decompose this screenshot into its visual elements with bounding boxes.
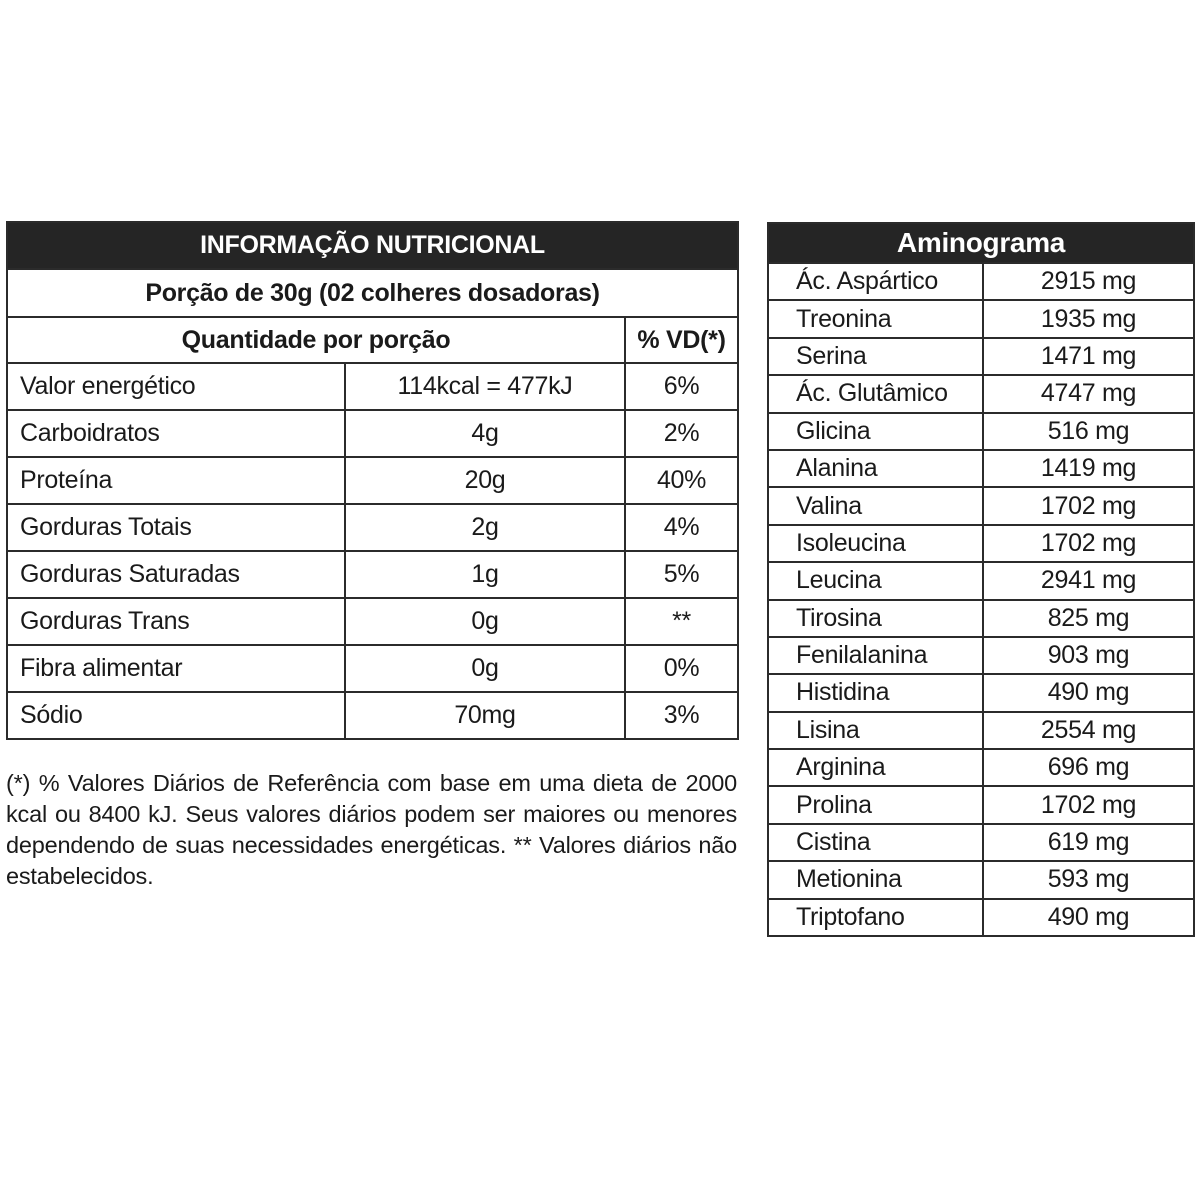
amino-acid-row xyxy=(768,749,1194,786)
amino-acid-name: Leucina xyxy=(768,562,983,599)
amino-acid-name: Cistina xyxy=(768,824,983,861)
amino-acid-row xyxy=(768,861,1194,898)
nutrient-row xyxy=(7,692,738,739)
amino-acid-row xyxy=(768,899,1194,936)
amino-acid-name: Prolina xyxy=(768,786,983,823)
nutrient-daily-value: ** xyxy=(625,598,738,645)
nutrient-daily-value: 6% xyxy=(625,363,738,410)
nutrient-row xyxy=(7,457,738,504)
amino-acid-row xyxy=(768,712,1194,749)
daily-value-header: % VD(*) xyxy=(625,317,738,363)
nutrient-amount: 0g xyxy=(345,598,625,645)
nutrient-name: Carboidratos xyxy=(7,410,345,457)
aminogram-table xyxy=(767,222,1195,937)
amino-acid-row xyxy=(768,786,1194,823)
amino-acid-value: 2554 mg xyxy=(983,712,1194,749)
amino-acid-name: Treonina xyxy=(768,300,983,337)
amino-acid-row xyxy=(768,413,1194,450)
nutrient-row xyxy=(7,645,738,692)
amino-acid-row xyxy=(768,637,1194,674)
nutrient-daily-value: 4% xyxy=(625,504,738,551)
amino-acid-row xyxy=(768,300,1194,337)
nutrient-row xyxy=(7,504,738,551)
nutrient-name: Proteína xyxy=(7,457,345,504)
nutrient-name: Gorduras Saturadas xyxy=(7,551,345,598)
nutrient-amount: 20g xyxy=(345,457,625,504)
nutrient-amount: 2g xyxy=(345,504,625,551)
nutrient-amount: 4g xyxy=(345,410,625,457)
amino-acid-row xyxy=(768,263,1194,300)
amino-acid-value: 1935 mg xyxy=(983,300,1194,337)
amino-acid-row xyxy=(768,600,1194,637)
amino-acid-value: 1702 mg xyxy=(983,487,1194,524)
amino-acid-value: 2941 mg xyxy=(983,562,1194,599)
amino-acid-row xyxy=(768,450,1194,487)
amino-acid-name: Triptofano xyxy=(768,899,983,936)
nutrient-amount: 0g xyxy=(345,645,625,692)
nutrient-name: Gorduras Trans xyxy=(7,598,345,645)
nutrient-name: Sódio xyxy=(7,692,345,739)
amino-acid-row xyxy=(768,562,1194,599)
amino-acid-name: Glicina xyxy=(768,413,983,450)
nutrient-amount: 70mg xyxy=(345,692,625,739)
nutrient-daily-value: 40% xyxy=(625,457,738,504)
amino-acid-value: 4747 mg xyxy=(983,375,1194,412)
amino-acid-name: Metionina xyxy=(768,861,983,898)
nutrient-name: Gorduras Totais xyxy=(7,504,345,551)
amino-acid-name: Ác. Glutâmico xyxy=(768,375,983,412)
daily-values-footnote: (*) % Valores Diários de Referência com base em uma dieta de 2000 kcal ou 8400 kJ. Seus valores diários podem ser maiores ou menores dependendo de suas necessidades energéticas. ** Valores diários não estabelecidos. xyxy=(6,770,737,889)
amino-acid-name: Arginina xyxy=(768,749,983,786)
portion-row xyxy=(7,269,738,317)
nutrient-amount: 114kcal = 477kJ xyxy=(345,363,625,410)
amino-acid-value: 1419 mg xyxy=(983,450,1194,487)
nutrient-daily-value: 5% xyxy=(625,551,738,598)
amino-acid-name: Lisina xyxy=(768,712,983,749)
nutrient-daily-value: 0% xyxy=(625,645,738,692)
amino-acid-name: Serina xyxy=(768,338,983,375)
amino-acid-row xyxy=(768,824,1194,861)
nutrient-name: Valor energético xyxy=(7,363,345,410)
amino-acid-name: Valina xyxy=(768,487,983,524)
amino-acid-value: 825 mg xyxy=(983,600,1194,637)
amino-acid-name: Fenilalanina xyxy=(768,637,983,674)
amino-acid-name: Ác. Aspártico xyxy=(768,263,983,300)
amino-acid-value: 696 mg xyxy=(983,749,1194,786)
amino-acid-name: Histidina xyxy=(768,674,983,711)
nutrition-facts-table xyxy=(6,221,739,740)
nutrition-title-row xyxy=(7,222,738,269)
quantity-per-portion-header: Quantidade por porção xyxy=(7,317,625,363)
amino-acid-value: 1702 mg xyxy=(983,525,1194,562)
amino-acid-value: 903 mg xyxy=(983,637,1194,674)
amino-acid-row xyxy=(768,487,1194,524)
nutrient-name: Fibra alimentar xyxy=(7,645,345,692)
amino-acid-row xyxy=(768,525,1194,562)
amino-acid-value: 490 mg xyxy=(983,674,1194,711)
nutrient-row xyxy=(7,598,738,645)
amino-acid-value: 516 mg xyxy=(983,413,1194,450)
amino-acid-value: 2915 mg xyxy=(983,263,1194,300)
nutrition-title: INFORMAÇÃO NUTRICIONAL xyxy=(7,222,738,269)
aminogram-title-row xyxy=(768,223,1194,263)
column-header-row xyxy=(7,317,738,363)
amino-acid-row xyxy=(768,674,1194,711)
amino-acid-name: Alanina xyxy=(768,450,983,487)
amino-acid-value: 490 mg xyxy=(983,899,1194,936)
amino-acid-name: Tirosina xyxy=(768,600,983,637)
nutrient-daily-value: 3% xyxy=(625,692,738,739)
amino-acid-name: Isoleucina xyxy=(768,525,983,562)
amino-acid-value: 619 mg xyxy=(983,824,1194,861)
aminogram-title: Aminograma xyxy=(768,223,1194,263)
portion-size: Porção de 30g (02 colheres dosadoras) xyxy=(7,269,738,317)
amino-acid-value: 1471 mg xyxy=(983,338,1194,375)
nutrient-row xyxy=(7,363,738,410)
amino-acid-row xyxy=(768,338,1194,375)
nutrient-daily-value: 2% xyxy=(625,410,738,457)
nutrient-row xyxy=(7,551,738,598)
amino-acid-value: 593 mg xyxy=(983,861,1194,898)
nutrient-row xyxy=(7,410,738,457)
amino-acid-value: 1702 mg xyxy=(983,786,1194,823)
amino-acid-row xyxy=(768,375,1194,412)
nutrient-amount: 1g xyxy=(345,551,625,598)
